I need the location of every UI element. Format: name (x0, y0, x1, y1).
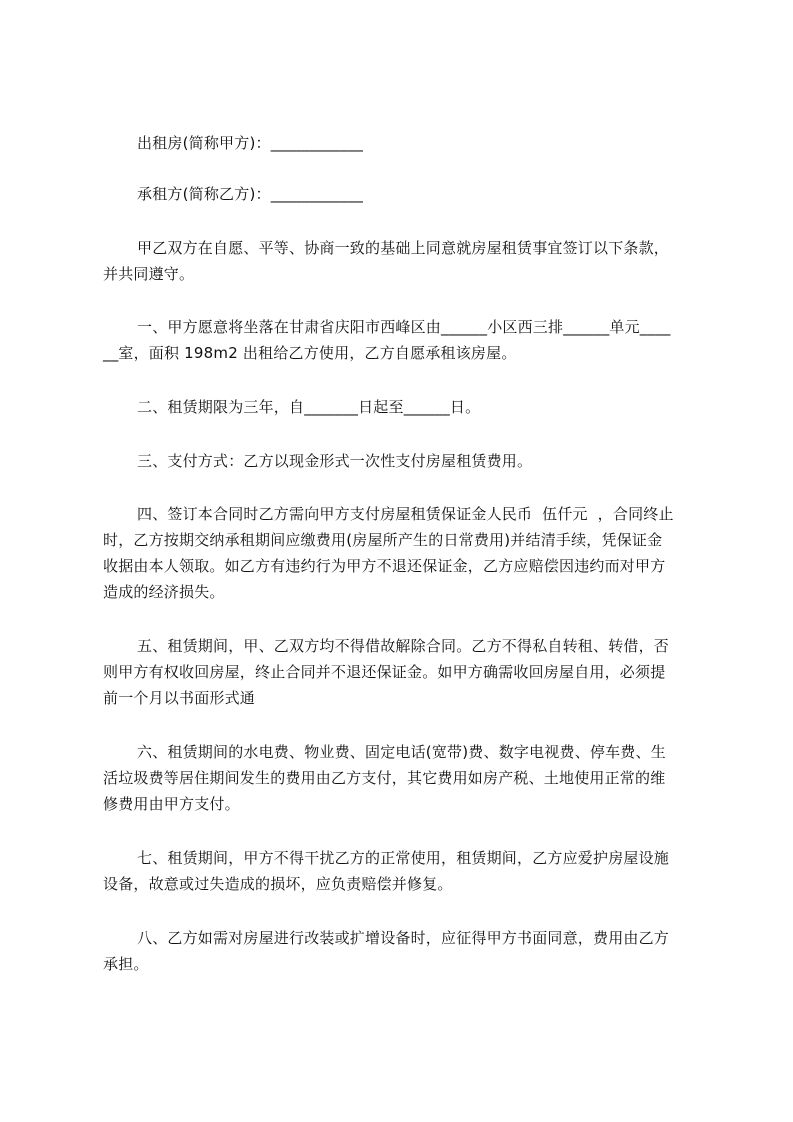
clause4-line-3: 收据由本人领取。如乙方有违约行为甲方不退还保证金，乙方应赔偿因违约而对甲方 (103, 557, 666, 575)
lessee-line: 承租方(简称乙方)：____________ (137, 185, 364, 203)
clause4-line-1: 四、签订本合同时乙方需向甲方支付房屋租赁保证金人民币 伍仟元 ，合同终止 (137, 505, 674, 523)
clause6-line-2: 活垃圾费等居住期间发生的费用由乙方支付，其它费用如房产税、土地使用正常的维 (103, 769, 666, 787)
intro-line-2: 并共同遵守。 (103, 265, 195, 283)
clause7-line-2: 设备，故意或过失造成的损坏，应负责赔偿并修复。 (103, 875, 453, 893)
clause1-line-1: 一、甲方愿意将坐落在甘肃省庆阳市西峰区由______小区西三排______单元____ (137, 318, 671, 336)
clause4-line-2: 时，乙方按期交纳承租期间应缴费用(房屋所产生的日常费用)并结清手续，凭保证金 (103, 531, 663, 549)
clause4-line-4: 造成的经济损失。 (103, 583, 225, 601)
lessor-line: 出租房(简称甲方)：____________ (137, 134, 364, 152)
clause3-line-1: 三、支付方式：乙方以现金形式一次性支付房屋租赁费用。 (137, 452, 533, 470)
clause5-line-2: 则甲方有权收回房屋，终止合同并不退还保证金。如甲方确需收回房屋自用，必须提 (103, 663, 666, 681)
clause7-line-1: 七、租赁期间，甲方不得干扰乙方的正常使用，租赁期间，乙方应爱护房屋设施 (137, 849, 670, 867)
clause8-line-2: 承担。 (103, 955, 149, 973)
clause5-line-3: 前一个月以书面形式通 (103, 689, 256, 707)
clause8-line-1: 八、乙方如需对房屋进行改装或扩增设备时，应征得甲方书面同意，费用由乙方 (137, 929, 670, 947)
clause6-line-1: 六、租赁期间的水电费、物业费、固定电话(宽带)费、数字电视费、停车费、生 (137, 743, 666, 761)
intro-line-1: 甲乙双方在自愿、平等、协商一致的基础上同意就房屋租赁事宜签订以下条款， (137, 239, 670, 257)
clause1-line-2: __室，面积 198m2 出租给乙方使用，乙方自愿承租该房屋。 (103, 344, 517, 362)
clause2-line-1: 二、租赁期限为三年，自_______日起至______日。 (137, 398, 481, 416)
clause5-line-1: 五、租赁期间，甲、乙双方均不得借故解除合同。乙方不得私自转租、转借，否 (137, 637, 670, 655)
clause6-line-3: 修费用由甲方支付。 (103, 795, 240, 813)
